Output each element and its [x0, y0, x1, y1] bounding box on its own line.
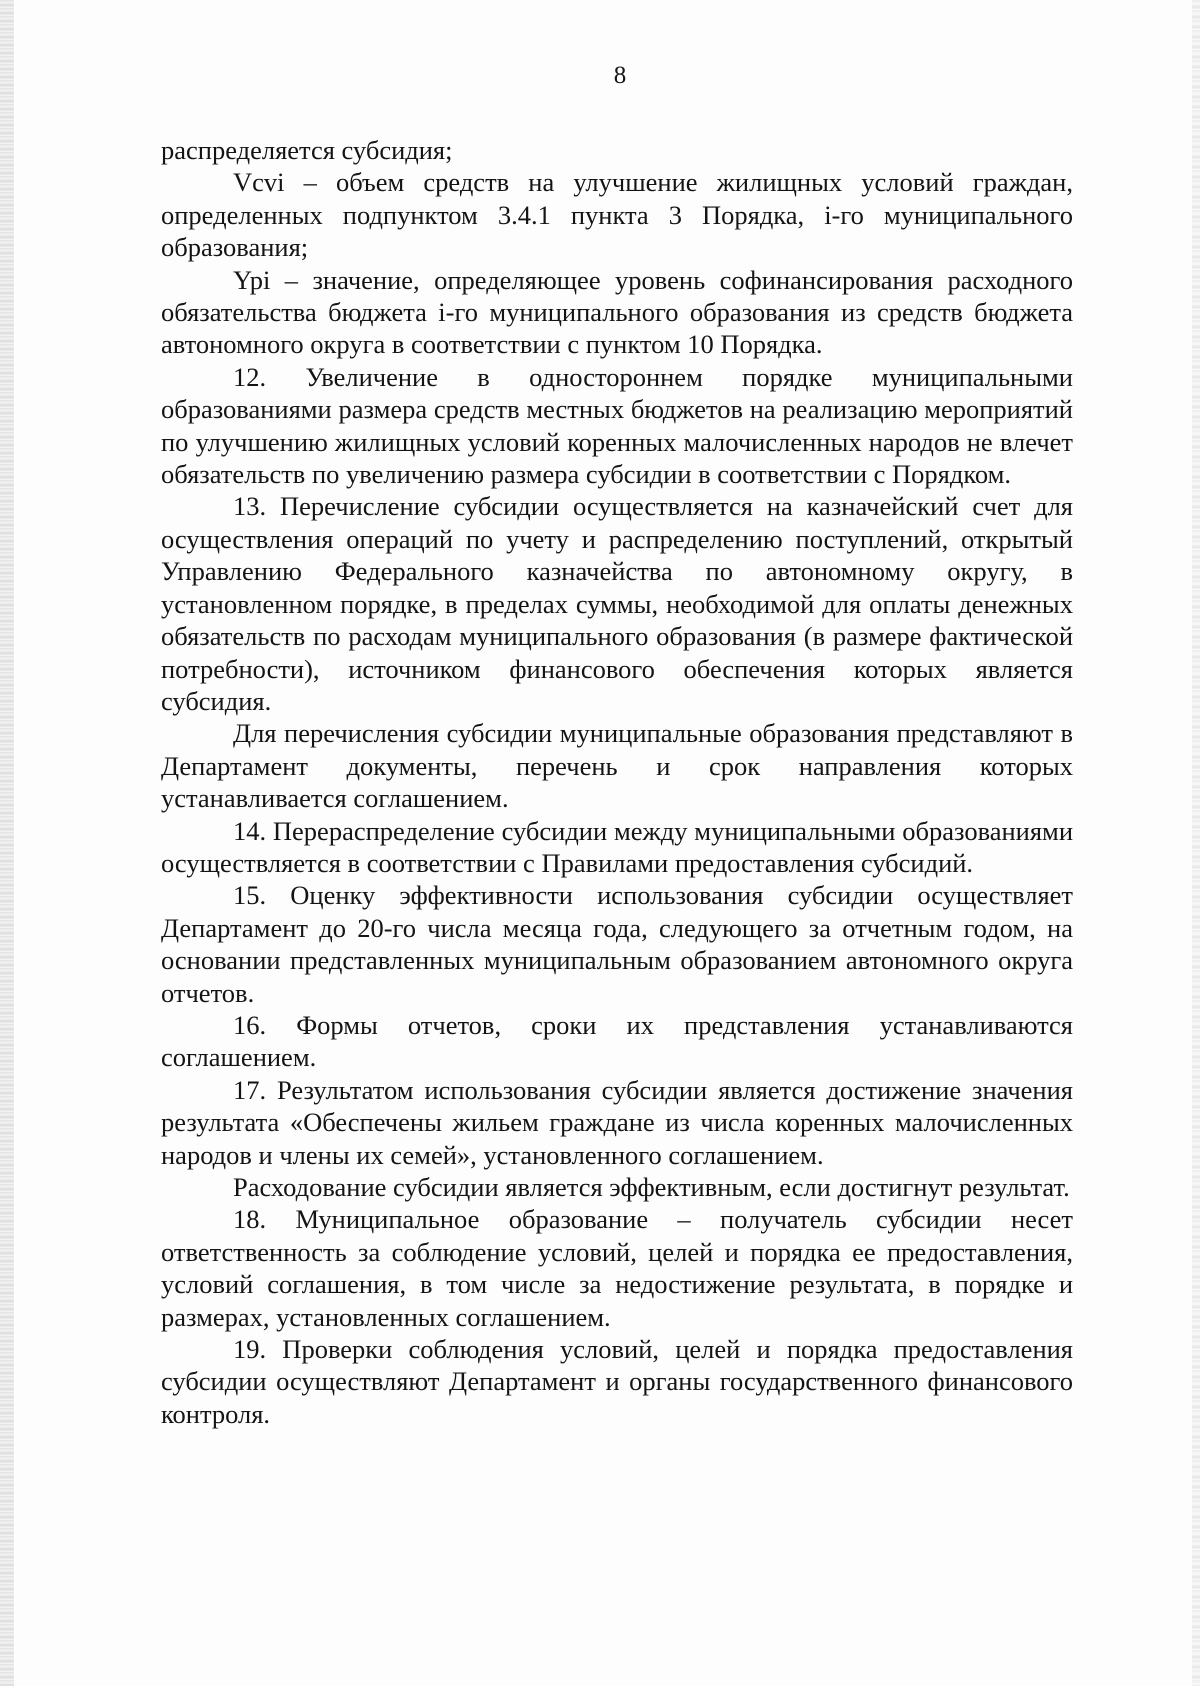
paragraph-item-14: 14. Перераспределение субсидии между муниципальными образованиями осуществляется в соответствии с Правилами предоставления субсидий.	[161, 815, 1073, 878]
paragraph-item-13: 13. Перечисление субсидии осуществляется на казначейский счет для осуществления операций по учету и распределению поступлений, открытый Управлению Федерального казначейства по автономному округу, в установленном порядке, в пределах суммы, необходимой для оплаты денежных обязательств по расходам муниципального образования (в размере фактической потребности), источником финансового обеспечения которых является субсидия.	[161, 491, 1073, 716]
page-number: 8	[613, 62, 627, 89]
document-body	[161, 134, 1073, 1430]
scan-edge-right	[1192, 0, 1200, 1686]
paragraph-item-17: 17. Результатом использования субсидии является достижение значения результата «Обеспечены жильем граждане из числа коренных малочисленных народов и члены их семей», установленного соглашением.	[161, 1074, 1073, 1170]
paragraph-item-13-continued: Для перечисления субсидии муниципальные образования представляют в Департамент документы, перечень и срок направления которых устанавливается соглашением.	[161, 718, 1073, 814]
paragraph-item-19: 19. Проверки соблюдения условий, целей и порядка предоставления субсидии осуществляют Департамент и органы государственного финансового контроля.	[161, 1334, 1073, 1429]
paragraph-item-15: 15. Оценку эффективности использования субсидии осуществляет Департамент до 20-го числа месяца года, следующего за отчетным годом, на основании представленных муниципальным образованием автономного округа отчетов.	[161, 880, 1073, 1008]
paragraph-item-16: 16. Формы отчетов, сроки их представления устанавливаются соглашением.	[161, 1009, 1073, 1073]
paragraph-item-12: 12. Увеличение в одностороннем порядке муниципальными образованиями размера средств местных бюджетов на реализацию мероприятий по улучшению жилищных условий коренных малочисленных народов не влечет обязательств по увеличению размера субсидии в соответствии с Порядком.	[161, 361, 1073, 490]
paragraph-continuation: распределяется субсидия;	[161, 135, 453, 165]
paragraph-definition-ypi: Ypi – значение, определяющее уровень софинансирования расходного обязательства бюджета i-го муниципального образования из средств бюджета автономного округа в соответствии с пунктом 10 Порядка.	[161, 264, 1073, 360]
scan-edge-left	[0, 0, 14, 1686]
paragraph-item-18: 18. Муниципальное образование – получатель субсидии несет ответственность за соблюдение условий, целей и порядка ее предоставления, условий соглашения, в том числе за недостижение результата, в порядке и размерах, установленных соглашением.	[161, 1204, 1073, 1332]
paragraph-definition-vcvi: Vcvi – объем средств на улучшение жилищных условий граждан, определенных подпунктом 3.4.1 пункта 3 Порядка, i-го муниципального образования;	[161, 167, 1073, 263]
paragraph-item-17-continued: Расходование субсидии является эффективным, если достигнут результат.	[233, 1172, 1070, 1202]
